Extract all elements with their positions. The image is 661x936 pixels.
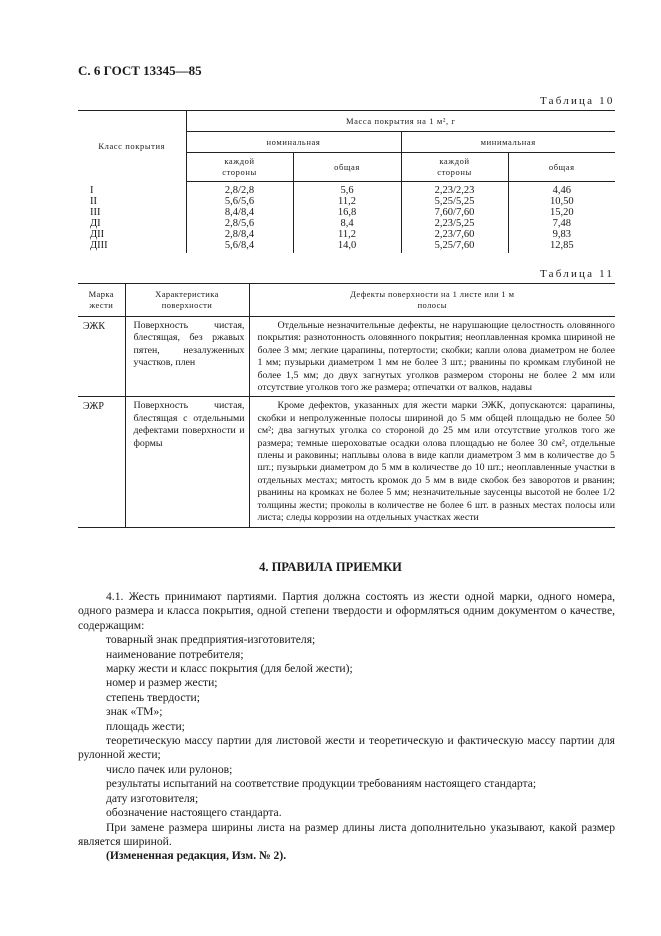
minimal-total-cell: 9,83 (508, 229, 615, 240)
table-row (78, 229, 615, 240)
minimal-total-cell: 12,85 (508, 240, 615, 253)
list-item: число пачек или рулонов; (106, 762, 233, 776)
col-minimal-total-header: общая (508, 153, 615, 182)
table-11 (78, 283, 615, 528)
table-row (78, 240, 615, 253)
class-cell: III (90, 207, 101, 218)
mark-cell: ЭЖК (83, 321, 105, 332)
list-item: степень твердости; (106, 690, 200, 704)
col-class-header: Класс покрытия (78, 111, 186, 182)
nominal-side-cell: 2,8/5,6 (186, 218, 293, 229)
table11-caption: Таблица 11 (540, 268, 615, 280)
minimal-side-cell: 5,25/7,60 (401, 240, 508, 253)
list-item: площадь жести; (106, 719, 185, 733)
mark-cell: ЭЖР (83, 401, 104, 413)
section-title: 4. ПРАВИЛА ПРИЕМКИ (259, 560, 402, 574)
col-minimal-header: минимальная (401, 132, 615, 153)
table-row (78, 397, 615, 527)
list-item: наименование потребителя; (106, 647, 244, 661)
minimal-total-cell: 15,20 (508, 207, 615, 218)
class-cell: ДIII (90, 240, 108, 251)
nominal-total-cell: 11,2 (293, 229, 401, 240)
nominal-total-cell: 5,6 (293, 182, 401, 197)
nominal-side-cell: 2,8/2,8 (186, 182, 293, 197)
minimal-side-cell: 2,23/5,25 (401, 218, 508, 229)
minimal-side-cell: 7,60/7,60 (401, 207, 508, 218)
table10-body (78, 182, 615, 254)
page-header: С. 6 ГОСТ 13345—85 (78, 63, 202, 78)
col-mark-header: Марка жести (78, 284, 125, 317)
nominal-total-cell: 16,8 (293, 207, 401, 218)
list-item: знак «ТМ»; (106, 705, 163, 719)
list-item: обозначение настоящего стандарта. (106, 806, 282, 820)
col-nominal-side-header: каждой стороны (186, 153, 293, 182)
list-item: теоретическую массу партии для листовой жести и теоретическую и фактическую массу партии для рулонной жести; (78, 734, 615, 762)
list-item: товарный знак предприятия-изготовителя; (106, 633, 316, 647)
table-row (78, 182, 615, 197)
section-body (78, 590, 615, 864)
minimal-side-cell: 5,25/5,25 (401, 196, 508, 207)
list-item: результаты испытаний на соответствие продукции требованиям настоящего стандарта; (106, 777, 537, 791)
list-item: номер и размер жести; (106, 676, 218, 690)
minimal-total-cell: 4,46 (508, 182, 615, 197)
table-row (78, 317, 615, 397)
defects-cell: Кроме дефектов, указанных для жести марки ЭЖК, допускаются: царапины, скобки и непролуженные полосы шириной до 5 мм общей площадью не более 50 см²; два загнутых уголка со стороной до 25 мм или отсутствие уголков того же размера; темные шероховатые осадки олова площадью не более 30 см², отдельные плены и раковины; наплывы олова в виде капли диаметром 3 мм в количестве до 5 шт.; пузырьки диаметром до 5 мм в количестве до 10 шт.; неоплавленные участки в отдельных местах; мятость кромок до 5 мм в виде скобок без заворотов и рванин; рванины на кромках не более 5 мм; незначительные заусенцы высотой не более 1/2 толщины жести; проколы в количестве не более 6 шт. в разных местах полосы или листа; следы коррозии на отдельных участках жести (249, 397, 615, 527)
nominal-side-cell: 5,6/8,4 (186, 240, 293, 253)
char-cell: Поверхность чистая, блестящая с отдельными дефектами поверхности и формы (125, 397, 249, 527)
class-cell: ДII (90, 229, 105, 240)
minimal-side-cell: 2,23/2,23 (401, 182, 508, 197)
table-10 (78, 110, 615, 253)
defects-cell: Отдельные незначительные дефекты, не нарушающие целостность оловянного покрытия: разнотонность оловянного покрытия; неоплавленная кромка шириной не более 3 мм; легкие царапины, потертости; скобки; капли олова диаметром не более 1 мм; пузырьки диаметром 1 мм не более 3 шт.; рванины по кромкам глубиной не более 1,5 мм; до двух загнутых уголков размером стороны не более 2 мм или отсутствие уголков того же размера; отпечатки от валков, надавы (249, 317, 615, 397)
col-char-header: Характеристика поверхности (125, 284, 249, 317)
char-cell: Поверхность чистая, блестящая, без ржавых пятен, незалуженных участков, плен (125, 317, 249, 397)
paragraph-4-1: 4.1. Жесть принимают партиями. Партия должна состоять из жести одной марки, одного номера, одного размера и класса покрытия, одной степени твердости и оформляться одним документом о качестве, содержащим: (78, 590, 615, 632)
table-row (78, 207, 615, 218)
content-list (78, 633, 615, 820)
nominal-side-cell: 8,4/8,4 (186, 207, 293, 218)
class-cell: I (90, 184, 94, 196)
table-row (78, 196, 615, 207)
minimal-total-cell: 7,48 (508, 218, 615, 229)
nominal-side-cell: 5,6/5,6 (186, 196, 293, 207)
nominal-side-cell: 2,8/8,4 (186, 229, 293, 240)
minimal-side-cell: 2,23/7,60 (401, 229, 508, 240)
class-cell: II (90, 196, 97, 207)
table10-caption: Таблица 10 (540, 95, 615, 107)
col-defects-header: Дефекты поверхности на 1 листе или 1 м полосы (249, 284, 615, 317)
col-nominal-total-header: общая (293, 153, 401, 182)
nominal-total-cell: 14,0 (293, 240, 401, 253)
nominal-total-cell: 8,4 (293, 218, 401, 229)
table-row (78, 218, 615, 229)
edit-note: (Измененная редакция, Изм. № 2). (106, 849, 287, 863)
col-nominal-header: номинальная (186, 132, 401, 153)
nominal-total-cell: 11,2 (293, 196, 401, 207)
class-cell: ДI (90, 218, 101, 229)
paragraph-width-note: При замене размера ширины листа на размер длины листа дополнительно указывают, какой размер является шириной. (78, 820, 615, 848)
list-item: дату изготовителя; (106, 791, 199, 805)
list-item: марку жести и класс покрытия (для белой жести); (106, 662, 353, 676)
col-minimal-side-header: каждой стороны (401, 153, 508, 182)
minimal-total-cell: 10,50 (508, 196, 615, 207)
col-mass-header: Масса покрытия на 1 м², г (186, 111, 615, 132)
